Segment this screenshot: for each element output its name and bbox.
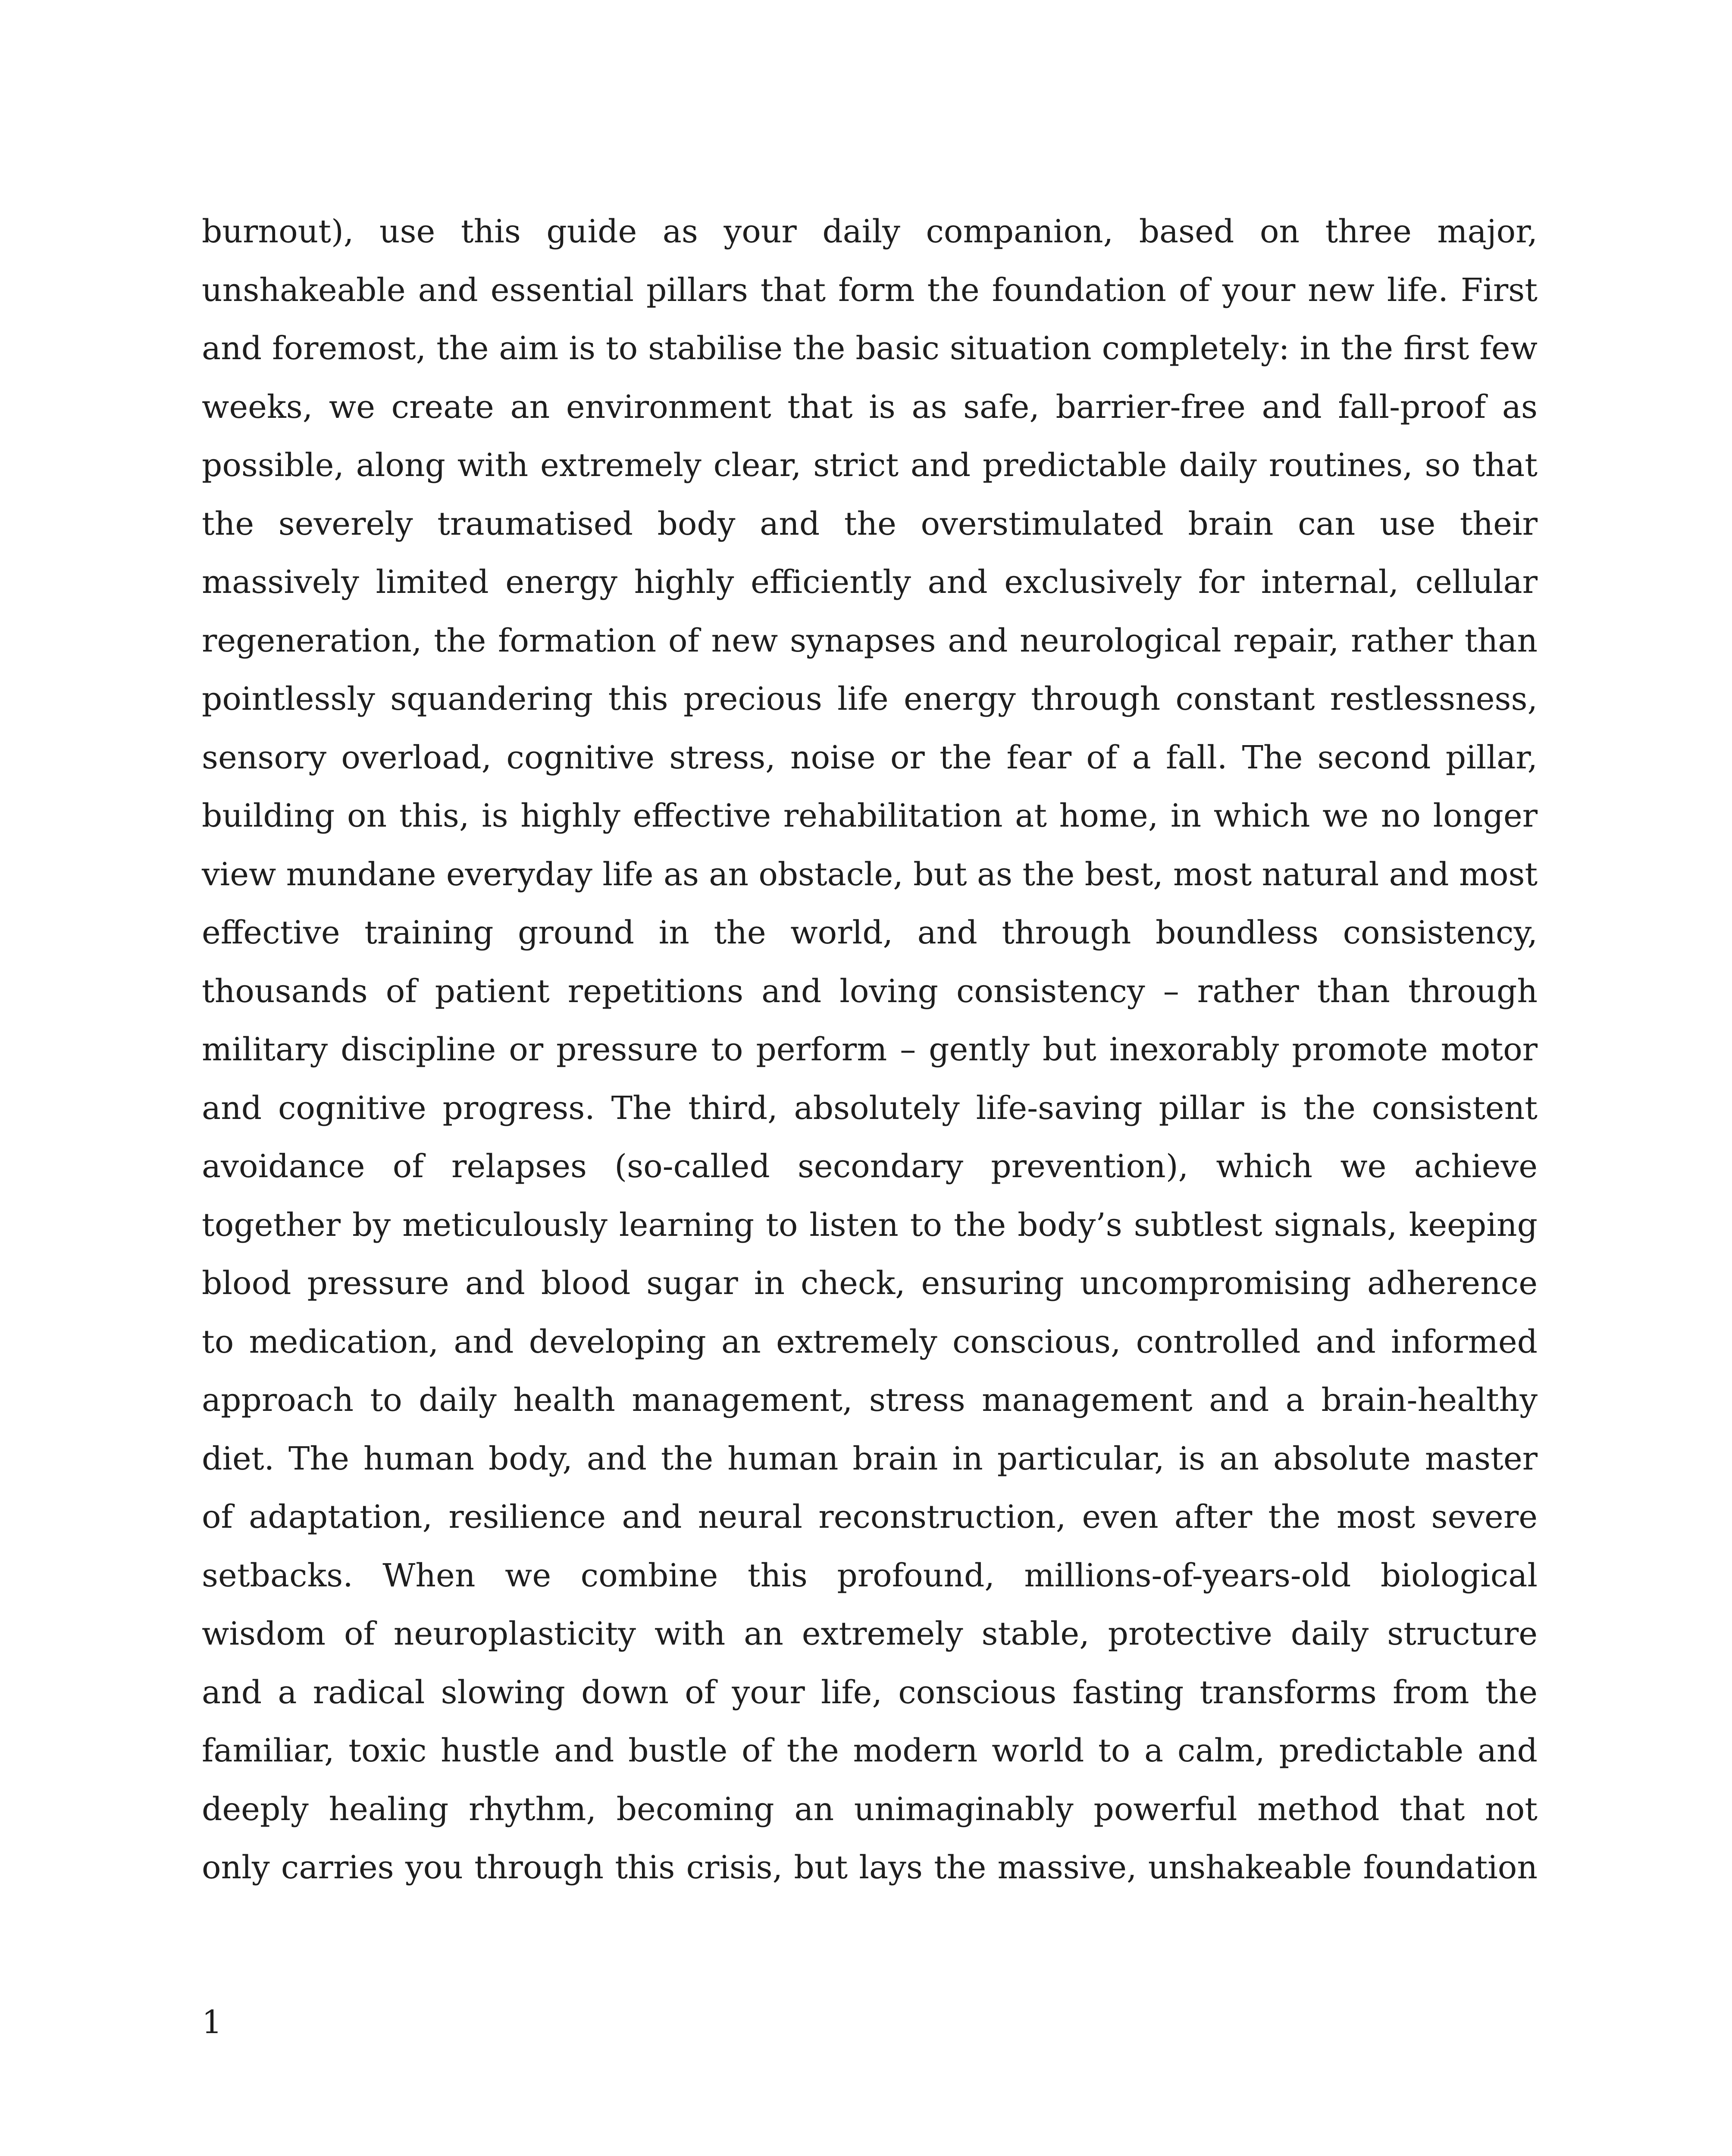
page-number: 1 <box>202 2004 222 2041</box>
text-line: familiar, toxic hustle and bustle of the modern world to a calm, predictable and <box>202 1732 1538 1769</box>
text-line: sensory overload, cognitive stress, noise or the fear of a fall. The second pillar, <box>202 739 1538 776</box>
text-line: pointlessly squandering this precious life energy through constant restlessness, <box>202 680 1538 718</box>
text-line: avoidance of relapses (so-called secondary prevention), which we achieve <box>202 1148 1538 1185</box>
text-line: setbacks. When we combine this profound, millions-of-years-old biological <box>202 1557 1538 1594</box>
text-line: and foremost, the aim is to stabilise the basic situation completely: in the first few <box>202 330 1538 367</box>
text-line: of adaptation, resilience and neural reconstruction, even after the most severe <box>202 1498 1538 1536</box>
text-line: view mundane everyday life as an obstacle, but as the best, most natural and most <box>202 856 1538 893</box>
text-line: effective training ground in the world, and through boundless consistency, <box>202 914 1538 951</box>
text-line: building on this, is highly effective rehabilitation at home, in which we no longer <box>202 797 1538 834</box>
text-line: the severely traumatised body and the overstimulated brain can use their <box>202 505 1538 542</box>
text-line: only carries you through this crisis, but lays the massive, unshakeable foundation <box>202 1849 1538 1886</box>
body-paragraph <box>202 203 1538 1897</box>
text-line: to medication, and developing an extremely conscious, controlled and informed <box>202 1323 1538 1360</box>
text-line: regeneration, the formation of new synapses and neurological repair, rather than <box>202 622 1538 659</box>
text-line: burnout), use this guide as your daily companion, based on three major, <box>202 213 1538 250</box>
text-line: and cognitive progress. The third, absolutely life-saving pillar is the consistent <box>202 1089 1538 1127</box>
text-line: together by meticulously learning to listen to the body’s subtlest signals, keeping <box>202 1206 1538 1244</box>
text-line: possible, along with extremely clear, strict and predictable daily routines, so that <box>202 447 1538 484</box>
text-line: deeply healing rhythm, becoming an unimaginably powerful method that not <box>202 1790 1538 1828</box>
text-line: massively limited energy highly efficiently and exclusively for internal, cellular <box>202 564 1538 601</box>
text-line: unshakeable and essential pillars that form the foundation of your new life. First <box>202 271 1538 309</box>
text-line: approach to daily health management, stress management and a brain-healthy <box>202 1382 1538 1419</box>
text-line: thousands of patient repetitions and loving consistency – rather than through <box>202 972 1538 1010</box>
text-line: wisdom of neuroplasticity with an extremely stable, protective daily structure <box>202 1615 1538 1652</box>
text-line: and a radical slowing down of your life, conscious fasting transforms from the <box>202 1673 1538 1711</box>
text-line: weeks, we create an environment that is as safe, barrier-free and fall-proof as <box>202 388 1538 426</box>
text-line: blood pressure and blood sugar in check, ensuring uncompromising adherence <box>202 1265 1538 1302</box>
text-line: military discipline or pressure to perform – gently but inexorably promote motor <box>202 1031 1538 1068</box>
text-line: diet. The human body, and the human brain in particular, is an absolute master <box>202 1440 1538 1477</box>
